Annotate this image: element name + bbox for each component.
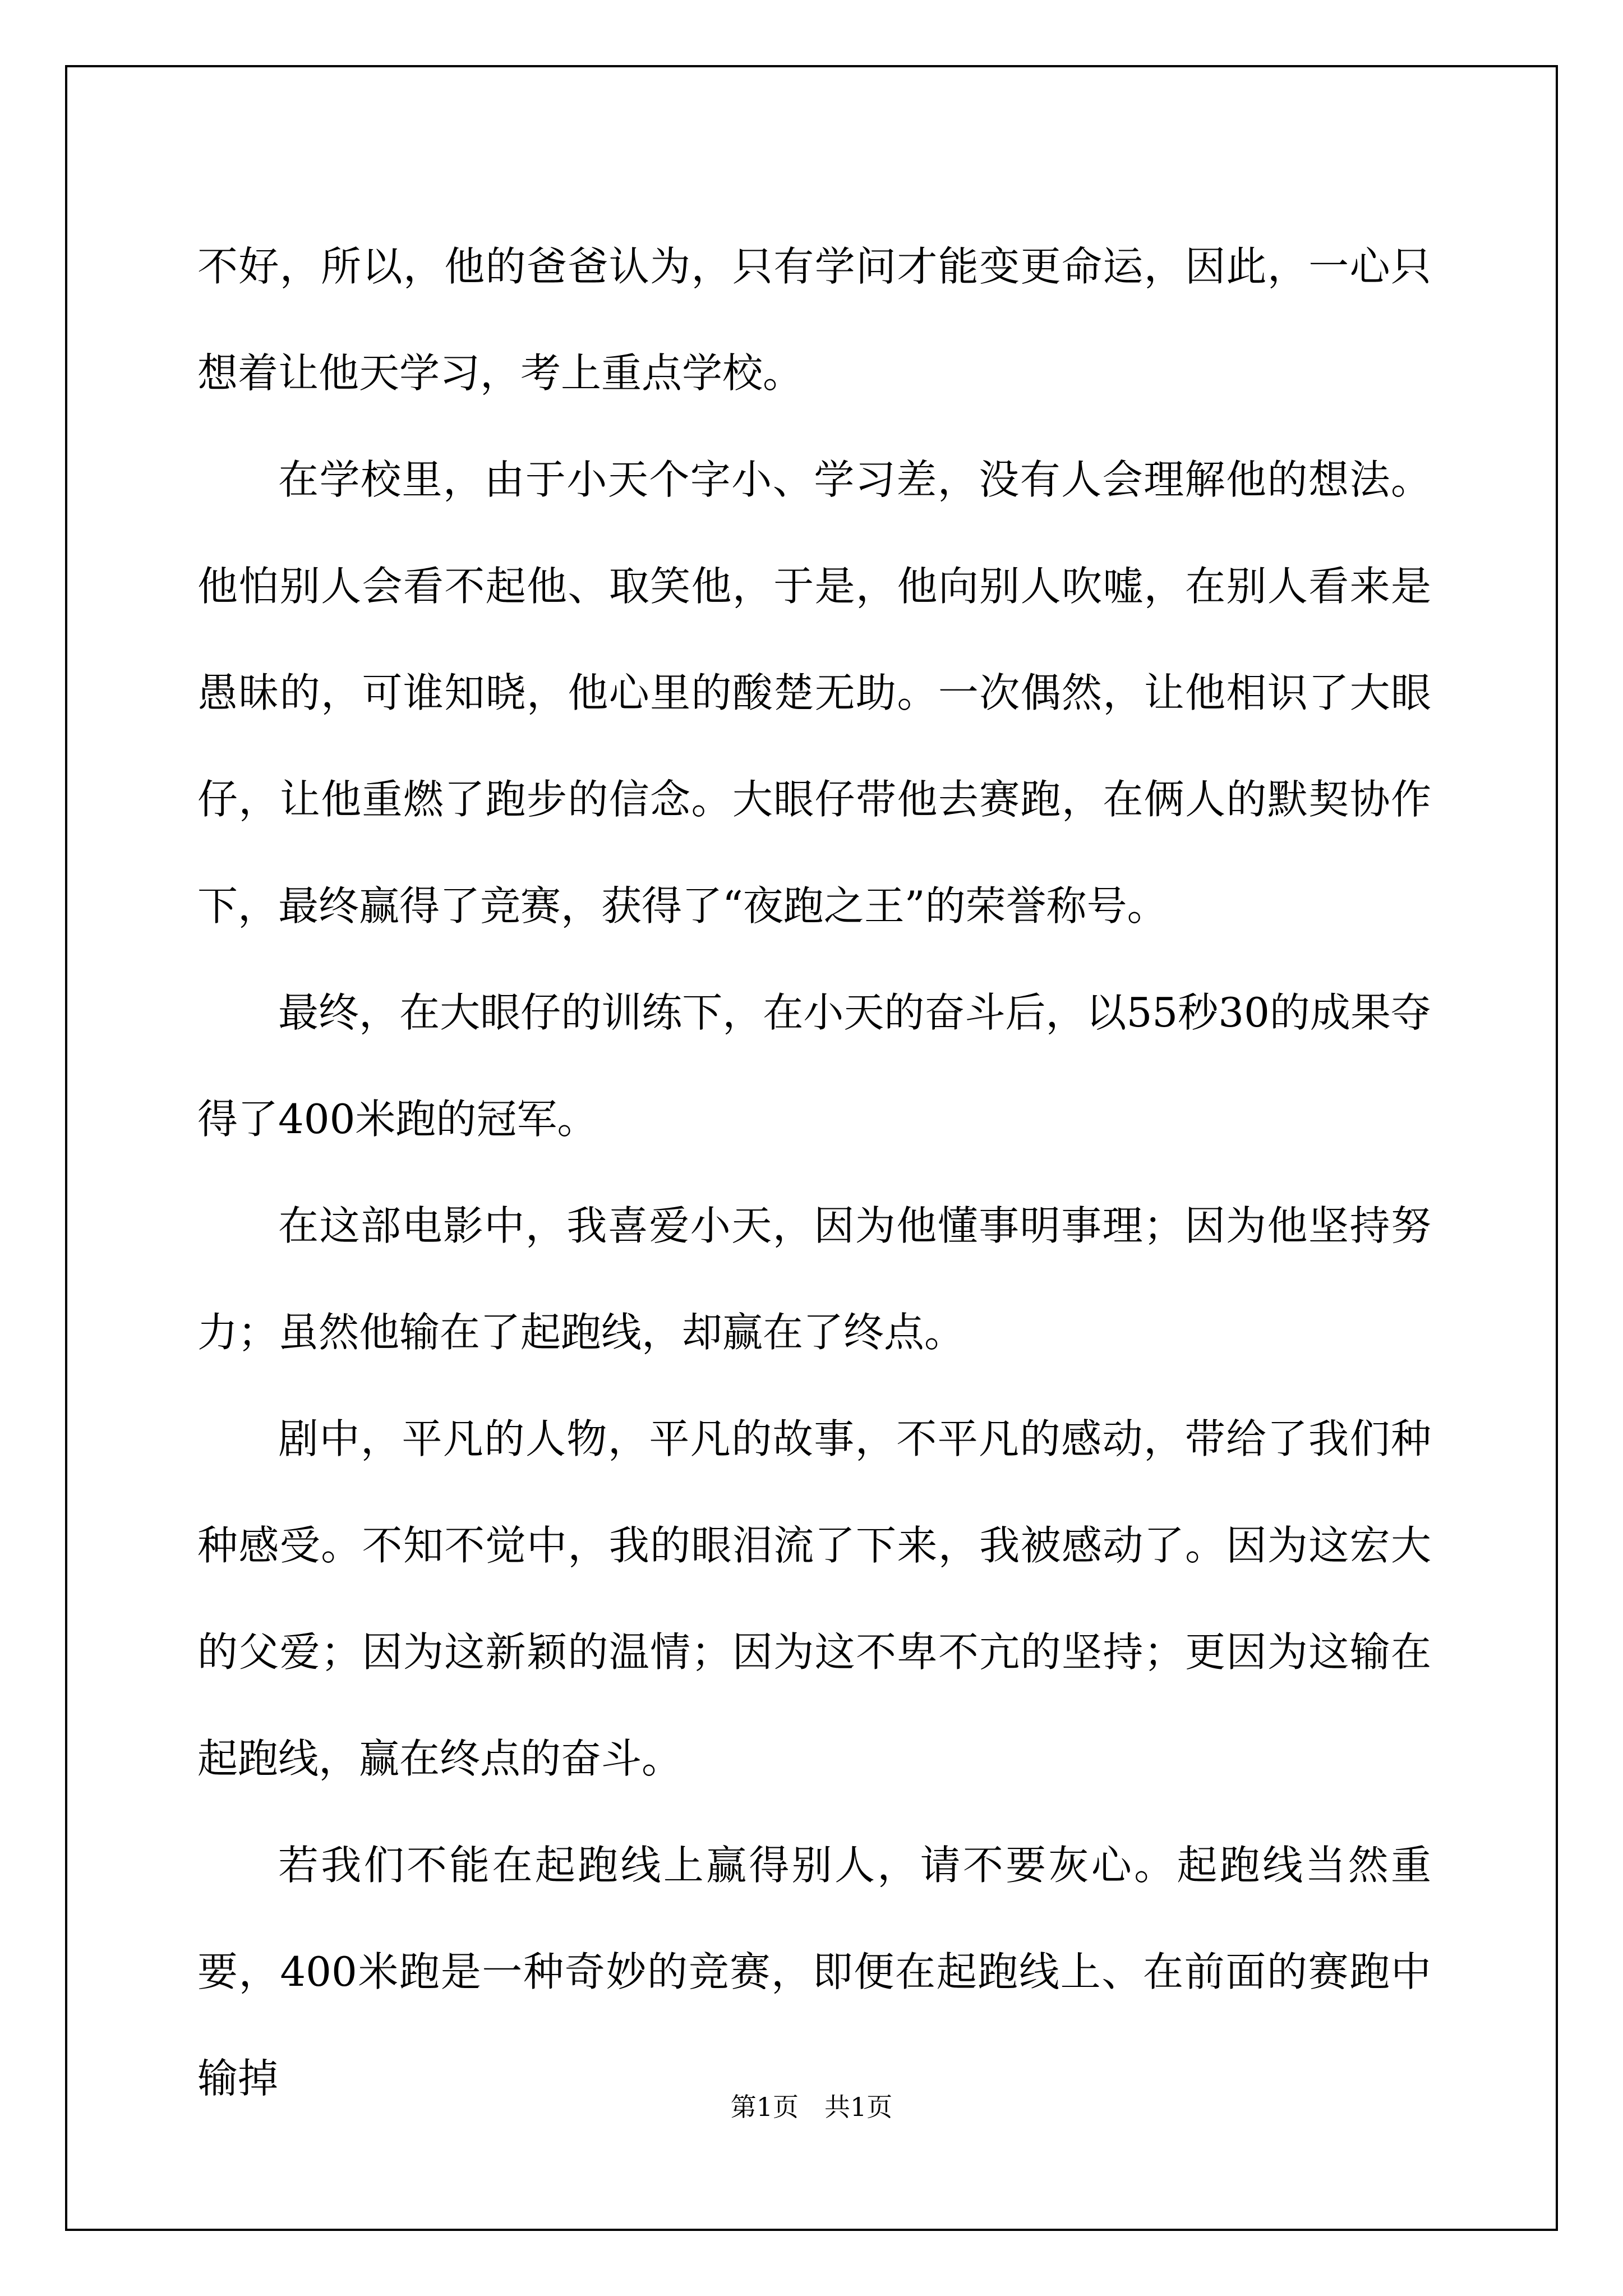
page-footer: 第1页 共1页 xyxy=(730,2092,893,2122)
paragraph-1: 不好，所以，他的爸爸认为，只有学问才能变更命运，因此，一心只想着让他天学习，考上重点学校。 xyxy=(197,243,1431,397)
paragraph-2: 在学校里，由于小天个字小、学习差，没有人会理解他的想法。他怕别人会看不起他、取笑他，于是，他向别人吹嘘，在别人看来是愚昧的，可谁知晓，他心里的酸楚无助。一次偶然，让他相识了大眼仔，让他重燃了跑步的信念。大眼仔带他去赛跑，在俩人的默契协作下，最终赢得了竞赛，获得了“夜跑之王”的荣誉称号。 xyxy=(197,456,1431,930)
paragraph-3: 最终，在大眼仔的训练下，在小天的奋斗后，以55秒30的成果夺得了400米跑的冠军。 xyxy=(197,989,1431,1143)
paragraph-4: 在这部电影中，我喜爱小天，因为他懂事明事理；因为他坚持努力；虽然他输在了起跑线，却赢在了终点。 xyxy=(197,1202,1431,1356)
paragraph-5: 剧中，平凡的人物，平凡的故事，不平凡的感动，带给了我们种种感受。不知不觉中，我的眼泪流了下来，我被感动了。因为这宏大的父爱；因为这新颖的温情；因为这不卑不亢的坚持；更因为这输在起跑线，赢在终点的奋斗。 xyxy=(197,1415,1431,1782)
document-body xyxy=(197,213,1431,2132)
paragraph-6: 若我们不能在起跑线上赢得别人，请不要灰心。起跑线当然重要，400米跑是一种奇妙的竞赛，即便在起跑线上、在前面的赛跑中输掉 xyxy=(197,1842,1431,2102)
